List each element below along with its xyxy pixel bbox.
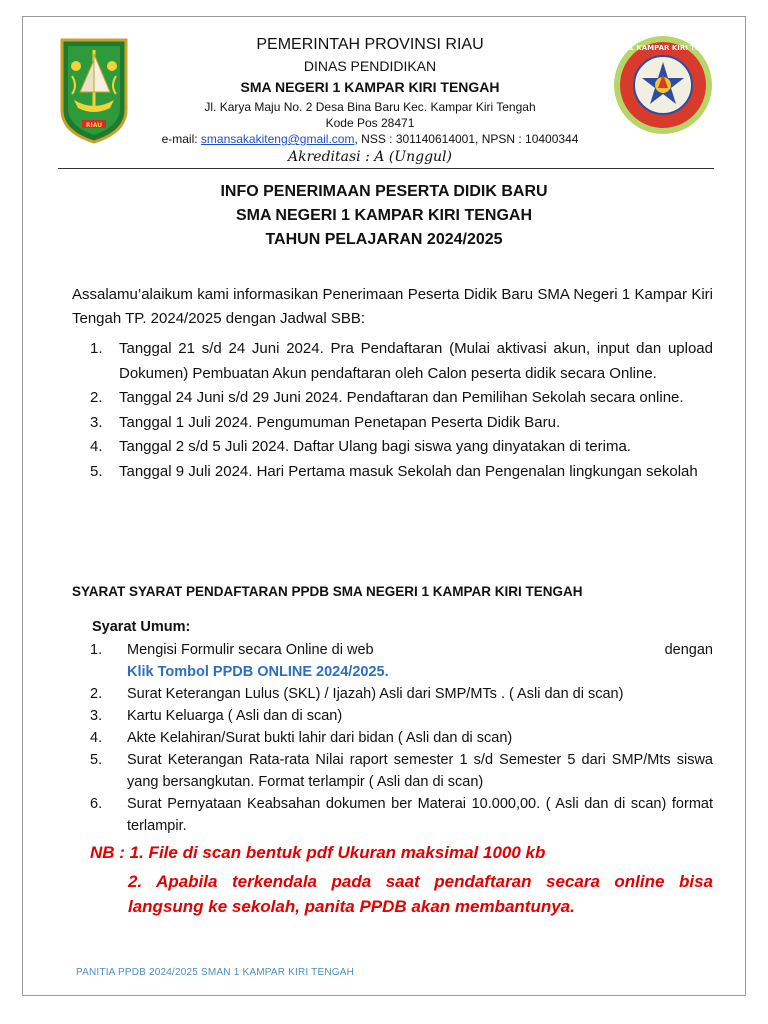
list-text: Akte Kelahiran/Surat bukti lahir dari bidan ( Asli dan di scan) (127, 730, 513, 746)
list-item (90, 727, 713, 749)
requirement-row (127, 639, 713, 661)
note-assistance: 2. Apabila terkendala pada saat pendaftaran secara online bisa langsung ke sekolah, panita PPDB akan membantunya. (128, 872, 713, 916)
list-item (90, 705, 713, 727)
list-item (72, 460, 713, 485)
document-title-line2: SMA NEGERI 1 KAMPAR KIRI TENGAH (235, 207, 532, 224)
requirements-list (90, 639, 713, 837)
list-text: Tanggal 9 Juli 2024. Hari Pertama masuk Sekolah dan Pengenalan lingkungan sekolah (119, 462, 698, 480)
logo-left-label: RIAU (85, 122, 103, 129)
footer-committee: PANITIA PPDB 2024/2025 SMAN 1 KAMPAR KIRI TENGAH (76, 967, 355, 978)
list-number: 2. (90, 686, 103, 702)
list-text: Surat Pernyataan Keabsahan dokumen ber Materai 10.000,00. ( Asli dan di scan) format terlampir. (127, 796, 713, 834)
list-item (90, 639, 713, 683)
list-text: Tanggal 21 s/d 24 Juni 2024. Pra Pendaftaran (Mulai aktivasi akun, input dan upload Dokumen) Pembuatan Akun pendaftaran oleh Calon peserta didik secara Online. (119, 340, 713, 382)
list-text: Kartu Keluarga ( Asli dan di scan) (127, 708, 343, 724)
requirements-subheading: Syarat Umum: (92, 619, 191, 635)
email-label: e-mail: (161, 132, 201, 146)
email-link[interactable]: smansakakiteng@gmail.com (200, 132, 355, 146)
header-government: PEMERINTAH PROVINSI RIAU (256, 36, 484, 53)
header-divider (58, 168, 714, 169)
list-number: 5. (90, 752, 103, 768)
list-item (72, 435, 713, 460)
list-number: 3. (90, 413, 103, 431)
list-number: 5. (90, 462, 103, 480)
school-ids: , NSS : 301140614001, NPSN : 10400344 (354, 132, 579, 146)
document-title-line3: TAHUN PELAJARAN 2024/2025 (265, 231, 503, 248)
list-number: 2. (90, 389, 103, 406)
header-postal-code: Kode Pos 28471 (325, 116, 415, 130)
list-number: 4. (90, 438, 103, 455)
document-title-line1: INFO PENERIMAAN PESERTA DIDIK BARU (220, 183, 548, 200)
header-school-name: SMA NEGERI 1 KAMPAR KIRI TENGAH (240, 79, 500, 95)
list-number: 1. (90, 642, 103, 658)
list-item (90, 793, 713, 837)
intro-paragraph: Assalamu’alaikum kami informasikan Penerimaan Peserta Didik Baru SMA Negeri 1 Kampar Kiri Tengah TP. 2024/2025 dengan Jadwal SBB: (72, 286, 713, 327)
logo-right-label: SMAN 1 KAMPAR KIRI TENGAH (603, 44, 723, 52)
list-item (90, 749, 713, 793)
list-text: Tanggal 2 s/d 5 Juli 2024. Daftar Ulang bagi siswa yang dinyatakan di terima. (119, 438, 631, 455)
list-item (72, 337, 713, 386)
schedule-list (72, 337, 713, 484)
requirements-heading: SYARAT SYARAT PENDAFTARAN PPDB SMA NEGERI 1 KAMPAR KIRI TENGAH (72, 584, 583, 599)
header-contact (120, 132, 620, 146)
list-text: Surat Keterangan Lulus (SKL) / Ijazah) Asli dari SMP/MTs . ( Asli dan di scan) (127, 686, 624, 702)
list-number: 3. (90, 708, 103, 724)
list-text: dengan (664, 642, 713, 658)
riau-emblem-logo (58, 36, 130, 146)
header-address: Jl. Karya Maju No. 2 Desa Bina Baru Kec. Kampar Kiri Tengah (204, 100, 536, 114)
header-accreditation: Akreditasi : A (Unggul) (288, 149, 452, 165)
list-number: 6. (90, 796, 103, 812)
school-emblem-logo (603, 34, 723, 136)
list-text: Tanggal 1 Juli 2024. Pengumuman Penetapan Peserta Didik Baru. (119, 413, 561, 431)
list-number: 1. (90, 340, 103, 357)
header-department: DINAS PENDIDIKAN (303, 58, 437, 74)
list-text: Surat Keterangan Rata-rata Nilai raport semester 1 s/d Semester 5 dari SMP/Mts siswa yang bersangkutan. Format terlampir ( Asli dan di scan) (127, 752, 713, 790)
list-text: Mengisi Formulir secara Online di web (127, 642, 374, 658)
list-number: 4. (90, 730, 103, 746)
list-item (72, 386, 713, 411)
list-item (90, 683, 713, 705)
ppdb-online-link[interactable]: Klik Tombol PPDB ONLINE 2024/2025. (127, 664, 389, 680)
note-file-size: NB : 1. File di scan bentuk pdf Ukuran maksimal 1000 kb (90, 843, 546, 862)
list-item (72, 411, 713, 436)
list-text: Tanggal 24 Juni s/d 29 Juni 2024. Pendaftaran dan Pemilihan Sekolah secara online. (119, 389, 684, 406)
